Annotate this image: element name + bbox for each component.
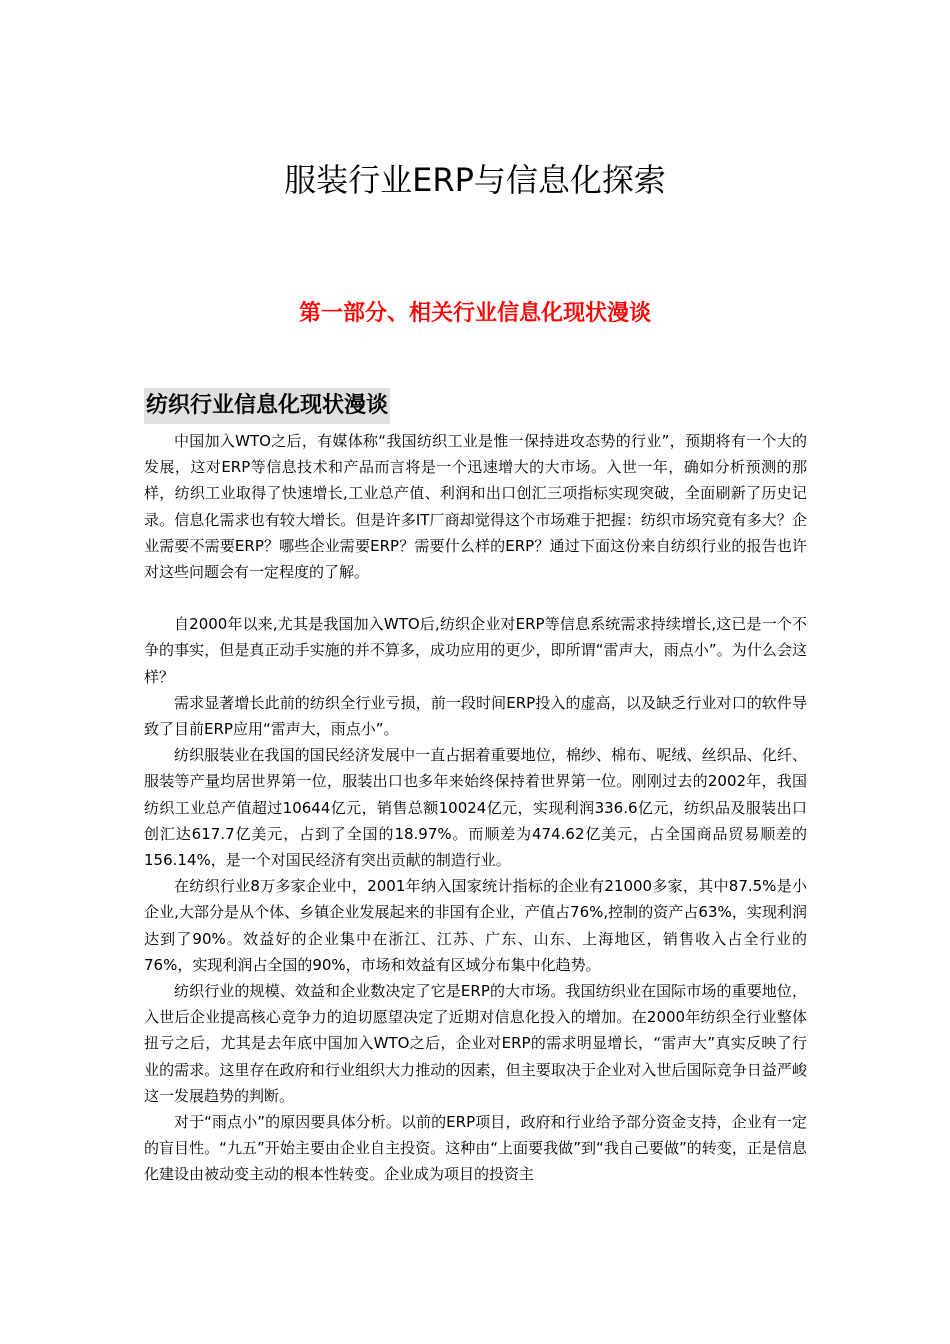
- part-title: 第一部分、相关行业信息化现状漫谈: [298, 301, 651, 326]
- paragraph-spacer: [144, 585, 807, 611]
- paragraph: 纺织行业的规模、效益和企业数决定了它是ERP的大市场。我国纺织业在国际市场的重要地位，入世后企业提高核心竞争力的迫切愿望决定了近期对信息化投入的增加。在2000年纺织全行业整体扭亏之后，尤其是去年底中国加入WTO之后，企业对ERP的需求明显增长，“雷声大”真实反映了行业的需求。这里存在政府和行业组织大力推动的因素，但主要取决于企业对入世后国际竞争日益严峻这一发展趋势的判断。: [144, 982, 807, 1105]
- document-title: 服装行业ERP与信息化探索: [284, 161, 666, 199]
- paragraph: 对于“雨点小”的原因要具体分析。以前的ERP项目，政府和行业给予部分资金支持，企业有一定的盲目性。“九五”开始主要由企业自主投资。这种由“上面要我做”到“我自己要做”的转变，正是信息化建设由被动变主动的根本性转变。企业成为项目的投资主: [144, 1113, 807, 1184]
- paragraph: 需求显著增长此前的纺织全行业亏损，前一段时间ERP投入的虚高，以及缺乏行业对口的软件导致了目前ERP应用“雷声大，雨点小”。: [144, 693, 807, 739]
- section-heading: 纺织行业信息化现状漫谈: [144, 388, 390, 424]
- paragraph: 纺织服装业在我国的国民经济发展中一直占据着重要地位，棉纱、棉布、呢绒、丝织品、化纤、服装等产量均居世界第一位，服装出口也多年来始终保持着世界第一位。刚刚过去的2002年，我国纺织工业总产值超过10644亿元，销售总额10024亿元，实现利润336.6亿元，纺织品及服装出口创汇达617.7亿美元，占到了全国的18.97%。而顺差为474.62亿美元，占全国商品贸易顺差的156.14%，是一个对国民经济有突出贡献的制造行业。: [144, 746, 807, 870]
- body-text: [144, 428, 807, 1188]
- paragraph: 在纺织行业8万多家企业中，2001年纳入国家统计指标的企业有21000多家，其中87.5%是小企业,大部分是从个体、乡镇企业发展起来的非国有企业，产值占76%,控制的资产占63%，实现利润达到了90%。效益好的企业集中在浙江、江苏、广东、山东、上海地区，销售收入占全行业的76%，实现利润占全国的90%，市场和效益有区域分布集中化趋势。: [144, 877, 807, 974]
- paragraph: 自2000年以来,尤其是我国加入WTO后,纺织企业对ERP等信息系统需求持续增长,这已是一个不争的事实，但是真正动手实施的并不算多，成功应用的更少，即所谓“雷声大，雨点小”。为什么会这样？: [144, 615, 807, 686]
- paragraph: 中国加入WTO之后，有媒体称“我国纺织工业是惟一保持进攻态势的行业”，预期将有一个大的发展，这对ERP等信息技术和产品而言将是一个迅速增大的大市场。入世一年，确如分析预测的那样，纺织工业取得了快速增长,工业总产值、利润和出口创汇三项指标实现突破，全面刷新了历史记录。信息化需求也有较大增长。但是许多IT厂商却觉得这个市场难于把握：纺织市场究竟有多大？企业需要不需要ERP？哪些企业需要ERP？需要什么样的ERP？通过下面这份来自纺织行业的报告也许对这些问题会有一定程度的了解。: [144, 432, 807, 582]
